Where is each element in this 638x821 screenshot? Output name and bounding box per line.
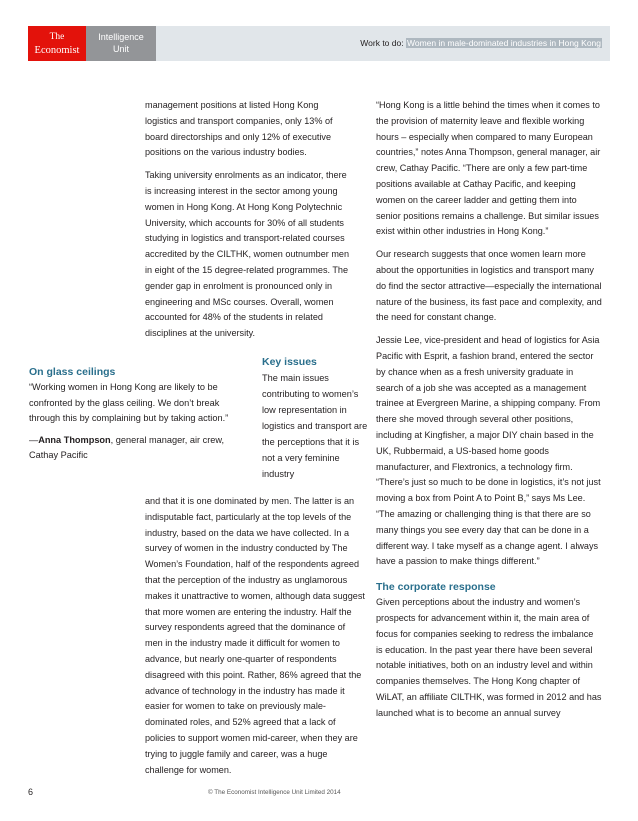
attribution-dash: — [29,434,39,445]
paragraph: “Hong Kong is a little behind the times when it comes to the provision of maternity leave and flexible working hours – especially when compared to many European countries,” notes Anna Thompson, general manager, air crew, Cathay Pacific. “There are only a few part-time positions available at Cathay Pacific, and keeping women on the career ladder and getting them into senior positions remains a challenge. But similar issues exist within other industries in Hong Kong.” [376,100,601,237]
key-issues-text: The main issues contributing to women’s low representation in logistics and transport are the perceptions that it is not a very feminine industry [262,373,368,479]
paragraph: Given perceptions about the industry and women’s prospects for advancement within it, the main area of focus for companies seeking to redress the imbalance is education. In the past year there have been several notable initiatives, both on an industry level and within companies themselves. The Hong Kong chapter of WiLAT, an affiliate CILTHK, was formed in 2012 and has launched what is to become an annual survey [376,597,602,718]
left-column-top [145,98,353,349]
right-column [376,98,602,728]
copyright-notice: © The Economist Intelligence Unit Limited 2014 [208,789,341,796]
paragraph: and that it is one dominated by men. The latter is an indisputable fact, particularly at the top levels of the industry, based on the data we have collected. In a survey of women in the industry conducted by The Women’s Foundation, half of the respondents agreed that the perception of the industry as unglamorous makes it unattractive to women, although data suggest that more women are entering the industry. Half the survey respondents agreed that the dominance of men in the industry made it difficult for women to advance, but nearly one-quarter of respondents disagreed with this point. Rather, 86% agreed that the advance of technology in the industry has made it easier for women to take on previously male-dominated roles, and 52% agreed that a lack of policies to support women mid-career, when they are trying to juggle family and career, was a huge challenge for women. [145,496,365,775]
sidebar-heading: On glass ceilings [29,366,116,378]
page-header [0,0,638,62]
attribution-role: , general manager, air crew, Cathay Pacific [29,434,225,460]
report-title-text: Women in male-dominated industries in Hong Kong [406,38,601,48]
paragraph: Our research suggests that once women learn more about the opportunities in logistics and transport many do find the sector attractive—especially the international nature of the business, its fast pace and complexity, and the need for constant change. [376,249,602,323]
sidebar-attribution [29,433,244,464]
logo-line-1: The [49,32,65,42]
header-band [156,26,610,61]
intelligence-unit-logo [86,26,156,61]
paragraph: Jessie Lee, vice-president and head of logistics for Asia Pacific with Esprit, a fashion brand, entered the sector by chance when as a fresh university graduate in search of a job she was accepted as a management trainee at Evergreen Marine, a shipping company. From there she moved through several other positions, including at Kingfisher, a major DIY chain based in the UK, Rubbermaid, a US-based home goods manufacturer, and Flextronics, a technology firm. “There’s just so much to be done in logistics, it’s not just moving a box from Point A to Point B,” says Ms Lee. “The amazing or challenging thing is that there are so many things you see every day that can be done in a different way. I take myself as a change agent. I always have a passion to make things different.” [376,335,601,567]
corporate-response-heading: The corporate response [376,581,496,594]
unit-line-2: Unit [112,44,129,54]
key-issues-heading: Key issues [262,356,317,368]
paragraph: Taking university enrolments as an indicator, there is increasing interest in the sector among young women in Hong Kong. At Hong Kong Polytechnic University, which accounts for 30% of all students studying in logistics and transport-related courses accredited by the CILTHK, women outnumber men in eight of the 15 degree-related programmes. The gender gap in enrolment is pronounced only in engineering and MSc courses. Overall, women accounted for 48% of the students in related disciplines at the university. [145,170,350,339]
report-title-label: Work to do: [360,38,404,48]
sidebar-quote: “Working women in Hong Kong are likely to be confronted by the glass ceiling. We don’t break through this by complaining but by taking action.” [29,382,229,423]
logo-line-2: Economist [34,45,80,56]
attribution-name: Anna Thompson [38,434,111,445]
economist-logo [28,26,86,61]
report-title [360,38,602,49]
glass-ceilings-sidebar [29,366,244,464]
paragraph: management positions at listed Hong Kong logistics and transport companies, only 13% of board directorships and only 12% of executive positions on the various industry bodies. [145,100,333,158]
key-issues-section [262,356,372,482]
left-column-bottom [145,494,365,785]
unit-line-1: Intelligence [98,32,144,42]
page-number: 6 [28,787,34,797]
